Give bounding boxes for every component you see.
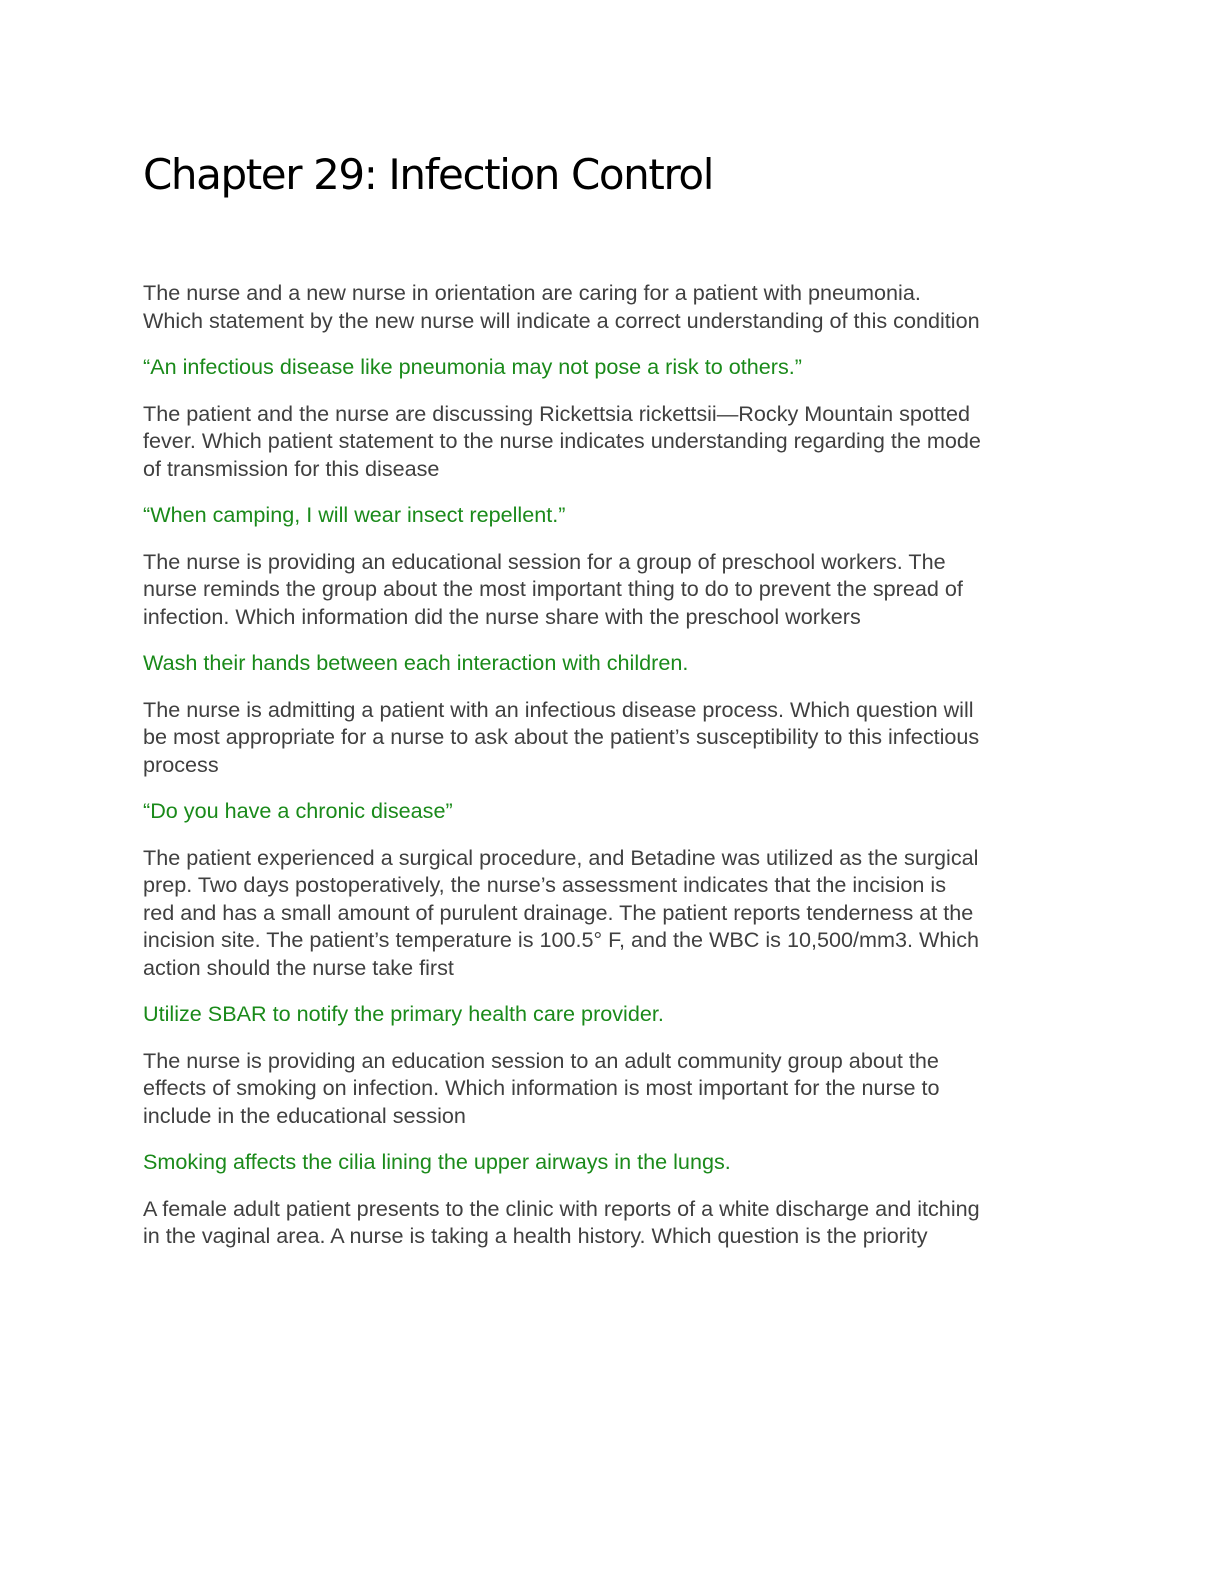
- answer-6: Smoking affects the cilia lining the upper airways in the lungs.: [143, 1149, 731, 1174]
- question-1: The nurse and a new nurse in orientation are caring for a patient with pneumonia. Which statement by the new nurse will indicate a correct understanding of this condition: [143, 280, 980, 333]
- question-6: The nurse is providing an education session to an adult community group about the effects of smoking on infection. Which information is most important for the nurse to include in the educational session: [143, 1047, 940, 1128]
- question-4: The nurse is admitting a patient with an infectious disease process. Which question will be most appropriate for a nurse to ask about the patient’s susceptibility to this infectious process: [143, 696, 980, 777]
- answer-4: “Do you have a chronic disease”: [143, 798, 453, 823]
- question-5: The patient experienced a surgical procedure, and Betadine was utilized as the surgical prep. Two days postoperatively, the nurse’s assessment indicates that the incision is red and has a small amount of purulent drainage. The patient reports tenderness at the incision site. The patient’s temperature is 100.5° F, and the WBC is 10,500/mm3. Which action should the nurse take first: [143, 844, 979, 980]
- question-3: The nurse is providing an educational session for a group of preschool workers. The nurse reminds the group about the most important thing to do to prevent the spread of infection. Which information did the nurse share with the preschool workers: [143, 548, 963, 629]
- qa-content: [143, 279, 1078, 1269]
- page-title: Chapter 29: Infection Control: [143, 150, 713, 199]
- answer-5: Utilize SBAR to notify the primary health care provider.: [143, 1001, 664, 1026]
- answer-2: “When camping, I will wear insect repellent.”: [143, 502, 566, 527]
- question-2: The patient and the nurse are discussing Rickettsia rickettsii—Rocky Mountain spotted fever. Which patient statement to the nurse indicates understanding regarding the mode of transmission for this disease: [143, 400, 981, 481]
- answer-3: Wash their hands between each interaction with children.: [143, 650, 689, 675]
- answer-1: “An infectious disease like pneumonia may not pose a risk to others.”: [143, 354, 802, 379]
- question-7: A female adult patient presents to the clinic with reports of a white discharge and itching in the vaginal area. A nurse is taking a health history. Which question is the priority: [143, 1195, 980, 1248]
